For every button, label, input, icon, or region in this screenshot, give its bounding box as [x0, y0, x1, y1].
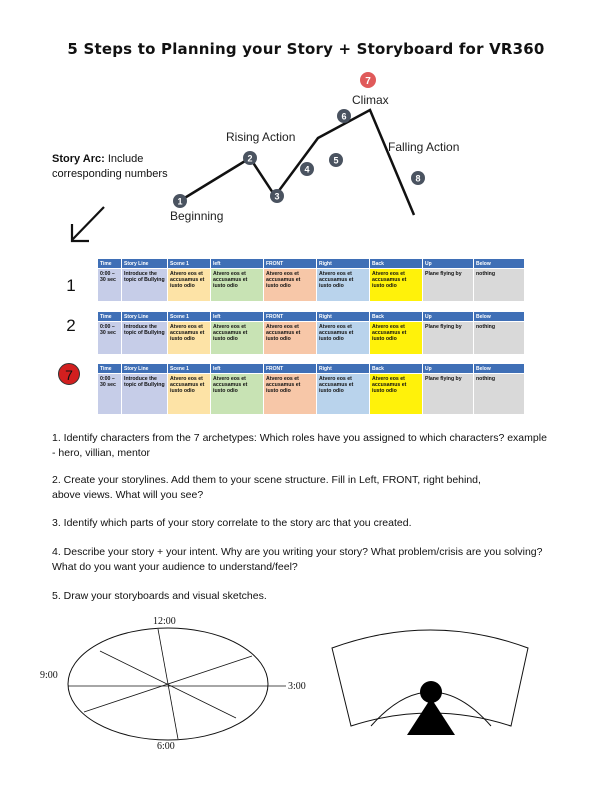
header-below: Below	[474, 259, 525, 269]
arc-point-8	[411, 171, 425, 185]
cell-scene-1: Atvero eos et accusamus et iusto odio	[168, 322, 211, 355]
storyboard-table-2	[97, 311, 525, 355]
instruction-step-3: 3. Identify which parts of your story correlate to the story arc that you created.	[52, 517, 412, 529]
arc-point-3-label: 3	[274, 191, 280, 202]
header-left: left	[211, 364, 264, 374]
arc-point-2	[243, 151, 257, 165]
cell-left: Atvero eos et accusamus et iusto odio	[211, 269, 264, 302]
clock-sketch	[68, 628, 286, 740]
cell-below: nothing	[474, 374, 525, 415]
cell-left: Atvero eos et accusamus et iusto odio	[211, 322, 264, 355]
arc-falling-action-label: Falling Action	[388, 140, 460, 154]
header-front: FRONT	[264, 259, 317, 269]
cell-left: Atvero eos et accusamus et iusto odio	[211, 374, 264, 415]
cell-front: Atvero eos et accusamus et iusto odio	[264, 374, 317, 415]
table-row	[98, 322, 525, 355]
header-up: Up	[423, 312, 474, 322]
header-scene-1: Scene 1	[168, 364, 211, 374]
header-back: Back	[370, 312, 423, 322]
header-left: left	[211, 312, 264, 322]
arc-point-5-label: 5	[333, 155, 339, 166]
story-arc-instruction: Story Arc: Include corresponding numbers	[52, 153, 168, 180]
cell-right: Atvero eos et accusamus et iusto odio	[317, 269, 370, 302]
cell-back: Atvero eos et accusamus et iusto odio	[370, 322, 423, 355]
arc-point-1-label: 1	[177, 196, 183, 207]
clock-label-6: 6:00	[157, 741, 175, 752]
cell-scene-1: Atvero eos et accusamus et iusto odio	[168, 269, 211, 302]
header-time: Time	[98, 312, 122, 322]
header-below: Below	[474, 364, 525, 374]
header-up: Up	[423, 364, 474, 374]
header-story-line: Story Line	[122, 364, 168, 374]
cell-front: Atvero eos et accusamus et iusto odio	[264, 322, 317, 355]
cell-front: Atvero eos et accusamus et iusto odio	[264, 269, 317, 302]
story-arc-line	[178, 110, 414, 215]
header-left: left	[211, 259, 264, 269]
header-scene-1: Scene 1	[168, 259, 211, 269]
cell-up: Plane flying by	[423, 269, 474, 302]
header-front: FRONT	[264, 312, 317, 322]
header-right: Right	[317, 312, 370, 322]
arc-point-5	[329, 153, 343, 167]
table-row	[98, 269, 525, 302]
cell-scene-1: Atvero eos et accusamus et iusto odio	[168, 374, 211, 415]
header-right: Right	[317, 364, 370, 374]
header-story-line: Story Line	[122, 312, 168, 322]
instruction-step-2: 2. Create your storylines. Add them to your scene structure. Fill in Left, FRONT, right behind, above views. What will you see?	[52, 474, 481, 501]
header-story-line: Story Line	[122, 259, 168, 269]
cell-story-line: Introduce the topic of Bullying	[122, 269, 168, 302]
header-back: Back	[370, 259, 423, 269]
cell-up: Plane flying by	[423, 322, 474, 355]
storyboard-row-number: 1	[66, 276, 76, 295]
header-time: Time	[98, 259, 122, 269]
arc-point-4-label: 4	[304, 164, 310, 175]
cell-story-line: Introduce the topic of Bullying	[122, 322, 168, 355]
header-right: Right	[317, 259, 370, 269]
arc-climax-label: Climax	[352, 93, 389, 107]
cell-back: Atvero eos et accusamus et iusto odio	[370, 374, 423, 415]
header-time: Time	[98, 364, 122, 374]
cell-time: 0:00 – 30 sec	[98, 269, 122, 302]
clock-label-12: 12:00	[153, 616, 176, 627]
storyboard-table-1	[97, 258, 525, 302]
header-front: FRONT	[264, 364, 317, 374]
arc-point-8-label: 8	[415, 173, 421, 184]
instruction-step-4: 4. Describe your story + your intent. Why are you writing your story? What problem/crisis are you solving? What do you want your audience to understand/feel?	[52, 546, 543, 573]
arc-beginning-label: Beginning	[170, 209, 224, 223]
header-below: Below	[474, 312, 525, 322]
instruction-step-5: 5. Draw your storyboards and visual sketches.	[52, 590, 267, 602]
cell-time: 0:00 – 30 sec	[98, 322, 122, 355]
arc-point-7	[360, 72, 376, 88]
arc-rising-action-label: Rising Action	[226, 130, 296, 144]
panorama-sketch	[332, 630, 528, 735]
cell-right: Atvero eos et accusamus et iusto odio	[317, 374, 370, 415]
arc-point-6	[337, 109, 351, 123]
arc-point-7-label: 7	[365, 76, 371, 87]
page-title: 5 Steps to Planning your Story + Storyboard for VR360	[67, 40, 545, 58]
arc-point-1	[173, 194, 187, 208]
arrow-down-left-icon	[72, 207, 104, 241]
table-row	[98, 374, 525, 415]
cell-up: Plane flying by	[423, 374, 474, 415]
storyboard-row-number-badge: 7	[58, 363, 80, 385]
storyboard-table-7	[97, 363, 525, 415]
cell-right: Atvero eos et accusamus et iusto odio	[317, 322, 370, 355]
arc-point-6-label: 6	[341, 111, 347, 122]
cell-time: 0:00 – 30 sec	[98, 374, 122, 415]
cell-below: nothing	[474, 322, 525, 355]
header-back: Back	[370, 364, 423, 374]
header-scene-1: Scene 1	[168, 312, 211, 322]
storyboard-row-number: 2	[66, 316, 76, 335]
header-up: Up	[423, 259, 474, 269]
instruction-step-1: 1. Identify characters from the 7 archetypes: Which roles have you assigned to which characters? example - hero, villian, mentor	[52, 432, 547, 459]
arc-point-3	[270, 189, 284, 203]
cell-story-line: Introduce the topic of Bullying	[122, 374, 168, 415]
clock-label-9: 9:00	[40, 670, 58, 681]
arc-point-4	[300, 162, 314, 176]
clock-label-3: 3:00	[288, 681, 306, 692]
cell-back: Atvero eos et accusamus et iusto odio	[370, 269, 423, 302]
arc-point-2-label: 2	[247, 153, 253, 164]
cell-below: nothing	[474, 269, 525, 302]
